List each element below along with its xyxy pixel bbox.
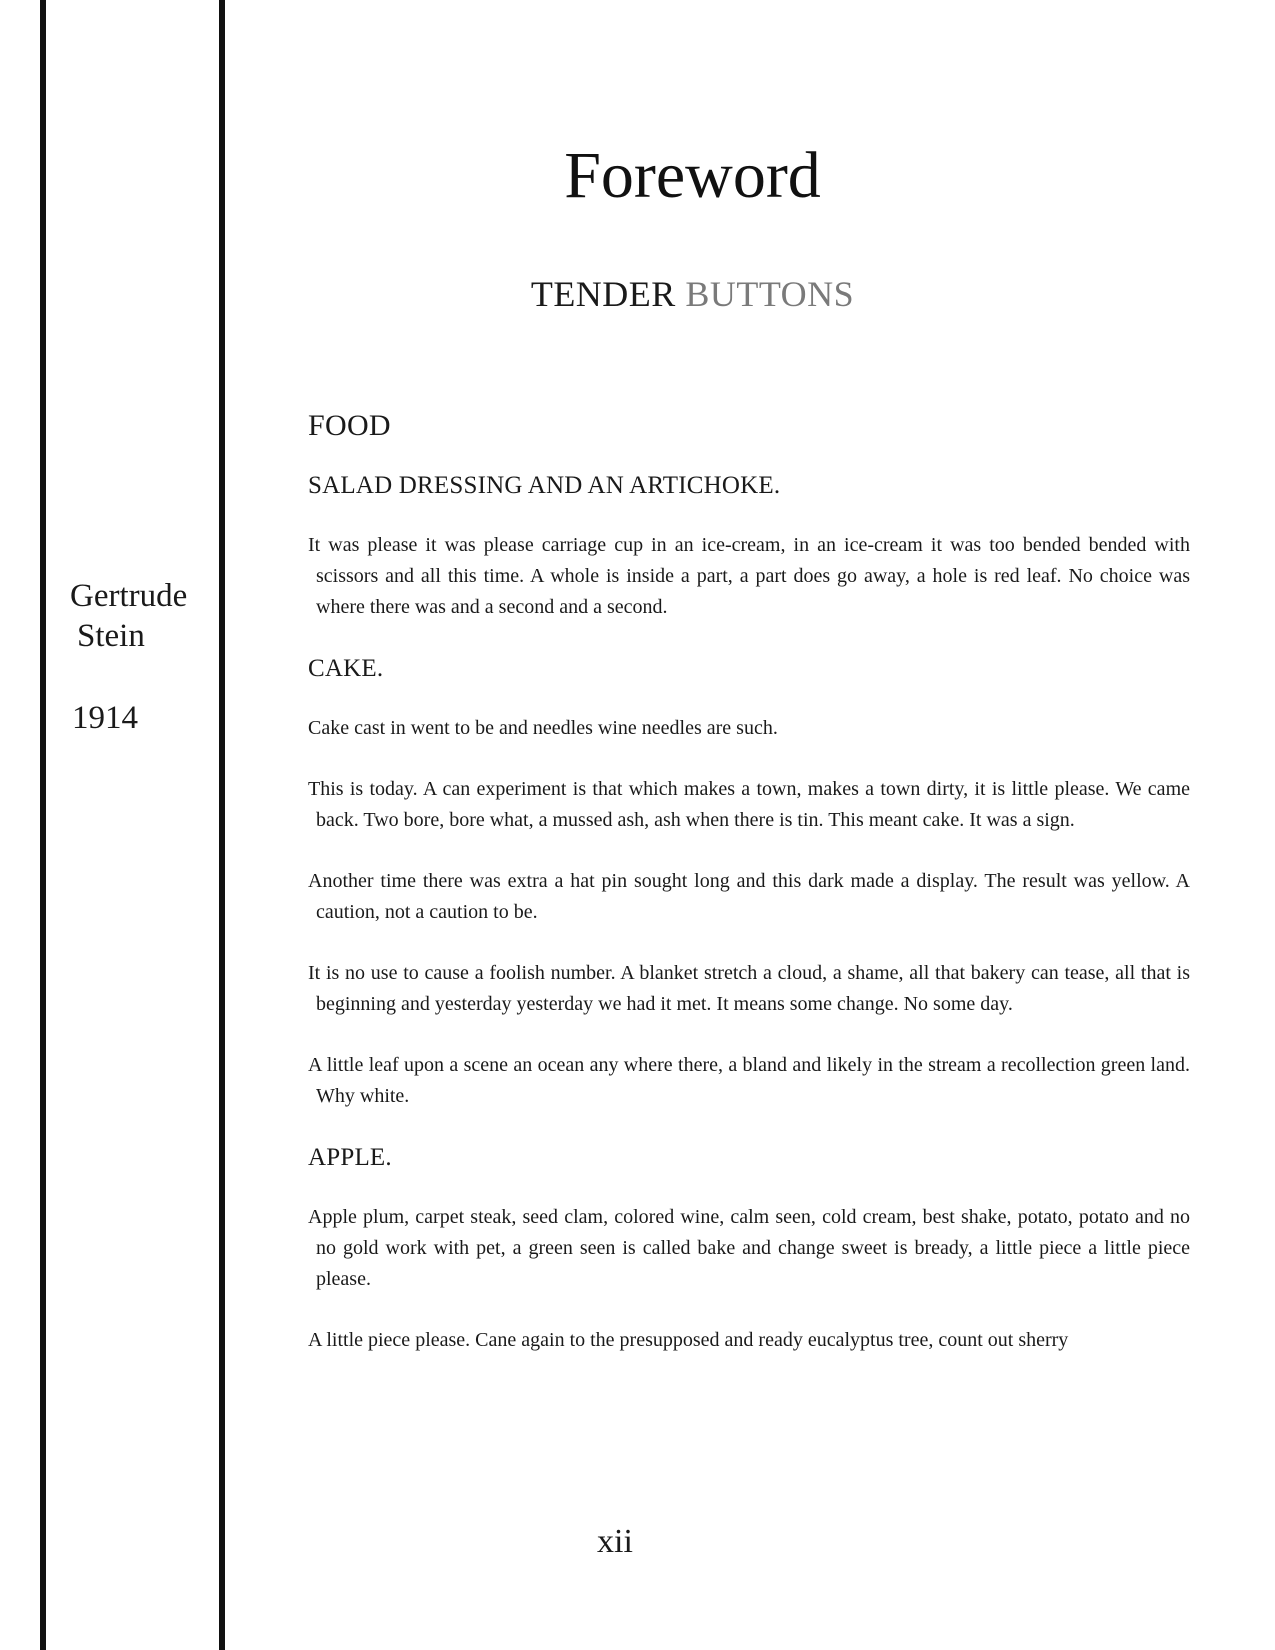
publication-year: 1914 [72,700,138,736]
subtitle-word-buttons: BUTTONS [685,274,855,314]
book-subtitle [230,272,1155,316]
paragraph: It was please it was please carriage cup in an ice-cream, in an ice-cream it was too bended bended with scissors and all this time. A whole is inside a part, a part does go away, a hole is red leaf. No choice was where there was and a second and a second. [308,534,1190,618]
author-sidebar [60,576,210,738]
paragraph: It is no use to cause a foolish number. A blanket stretch a cloud, a shame, all that bakery can tease, all that is beginning and yesterday yesterday we had it met. It means some change. No some day. [308,962,1190,1015]
heading-salad-dressing: SALAD DRESSING AND AN ARTICHOKE. [308,472,781,499]
page-number: xii [597,1523,633,1560]
heading-apple: APPLE. [308,1144,392,1171]
subtitle-word-tender: TENDER [530,274,676,314]
paragraph: Apple plum, carpet steak, seed clam, colored wine, calm seen, cold cream, best shake, potato, potato and no no gold work with pet, a green seen is called bake and change sweet is bready, a little piece a little piece please. [308,1206,1190,1290]
margin-divider-rule [219,0,225,1650]
author-last-name: Stein [77,618,145,654]
section-heading-food: FOOD [308,409,391,442]
paragraph: A little leaf upon a scene an ocean any where there, a bland and likely in the stream a recollection green land. Why white. [308,1054,1190,1107]
left-border-rule [40,0,46,1650]
page-title: Foreword [564,139,821,212]
author-first-name: Gertrude [70,578,188,614]
paragraph: This is today. A can experiment is that which makes a town, makes a town dirty, it is little please. We came back. Two bore, bore what, a mussed ash, ash when there is tin. This meant cake. It was a sign. [308,778,1190,831]
heading-cake: CAKE. [308,655,384,682]
body-text [308,408,1190,1386]
paragraph: Another time there was extra a hat pin sought long and this dark made a display. The result was yellow. A caution, not a caution to be. [308,870,1190,923]
paragraph: Cake cast in went to be and needles wine needles are such. [308,717,778,739]
paragraph: A little piece please. Cane again to the presupposed and ready eucalyptus tree, count out sherry [308,1329,1069,1351]
